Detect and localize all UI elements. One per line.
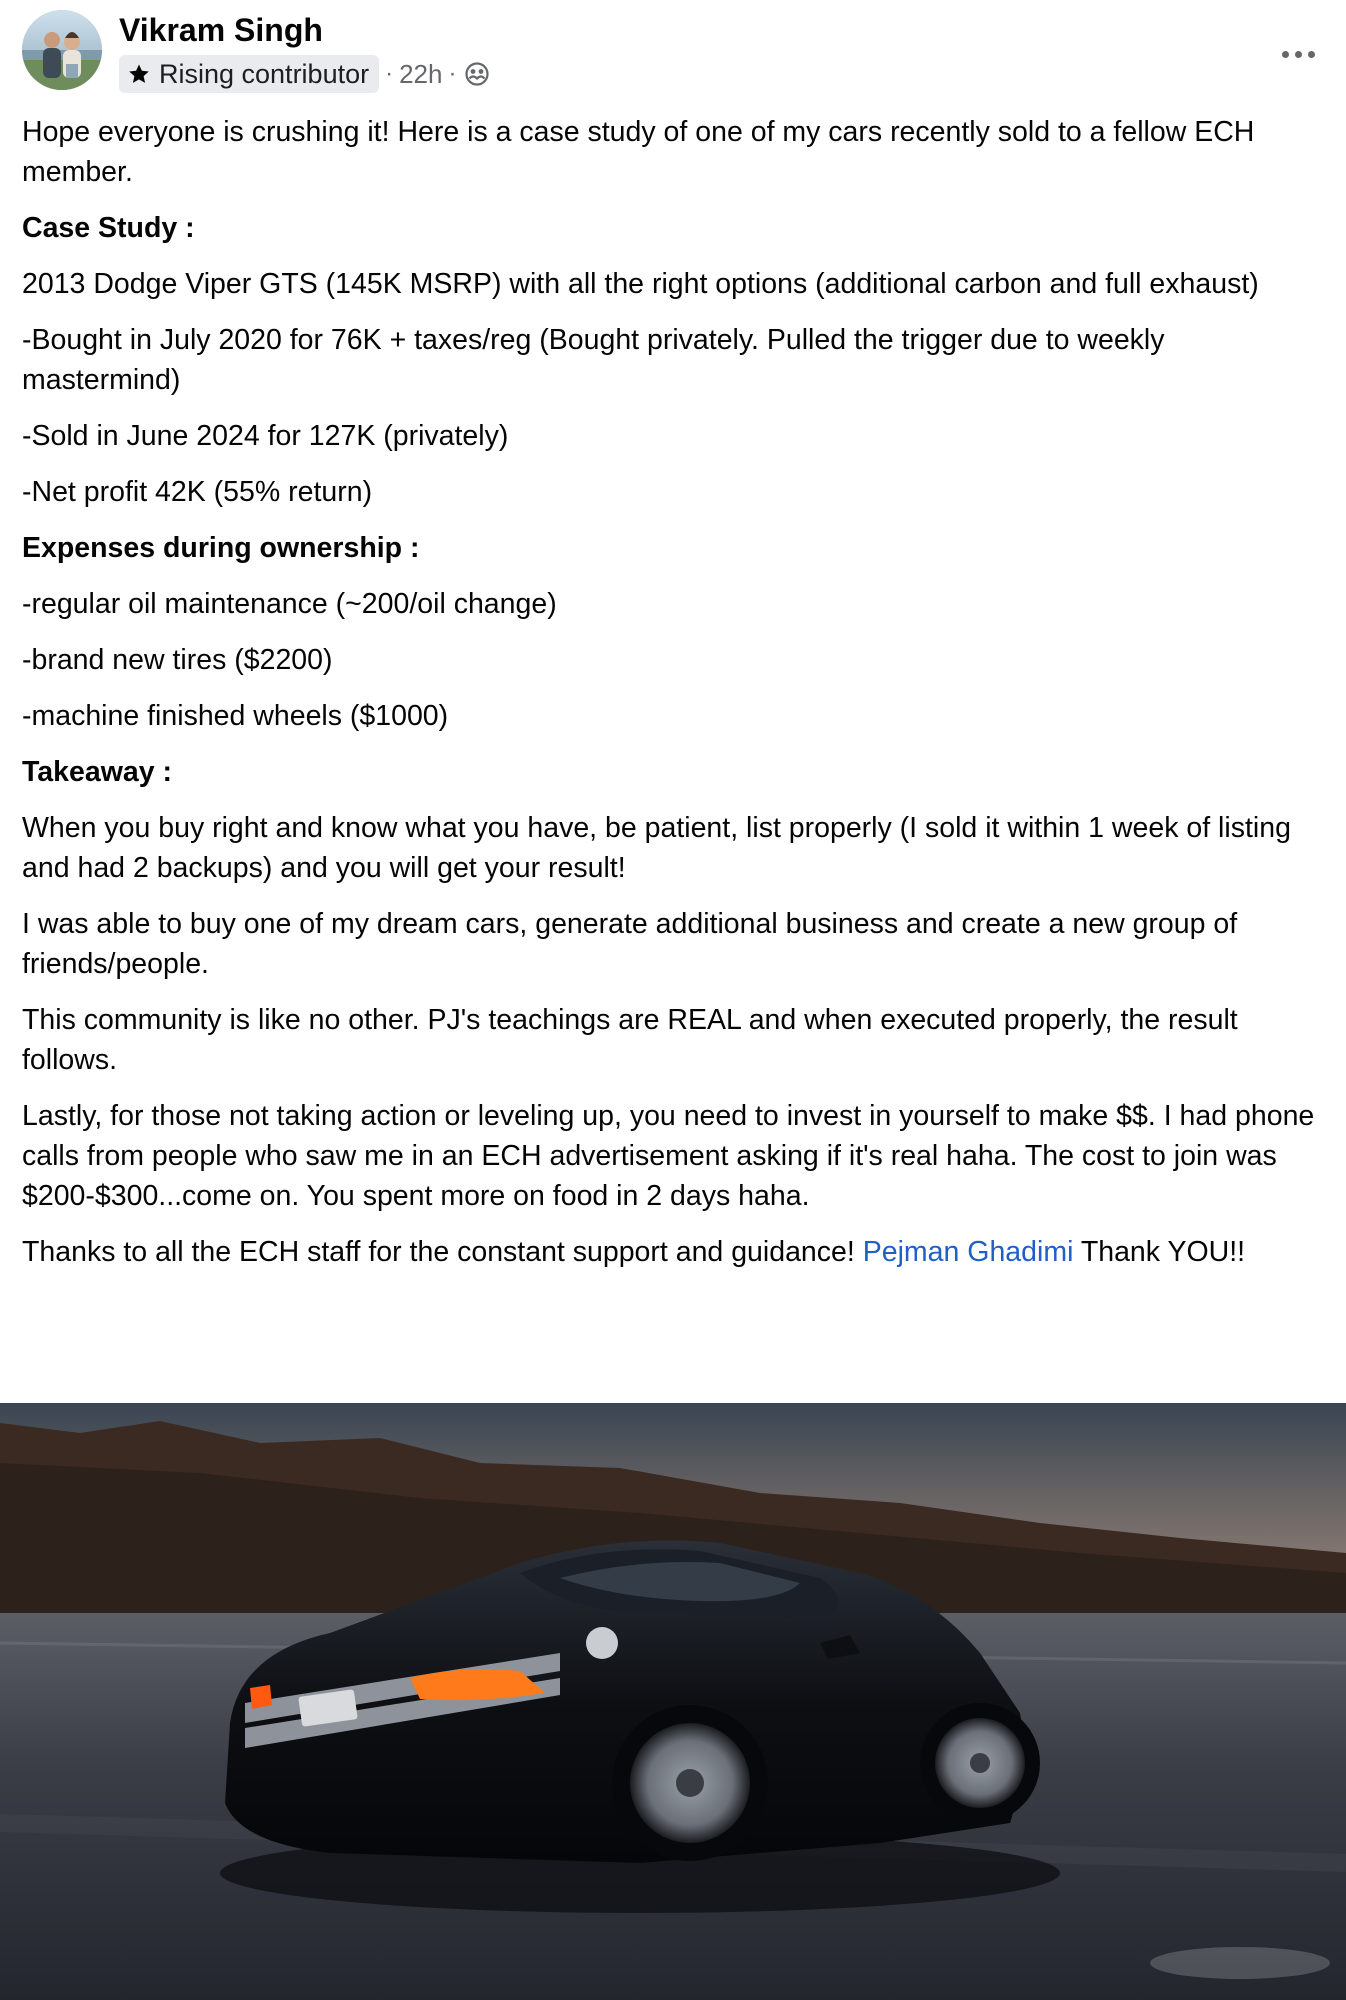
rising-contributor-badge[interactable] <box>119 55 379 93</box>
separator-dot: · <box>385 60 394 87</box>
expenses-heading: Expenses during ownership : <box>22 532 420 564</box>
post-paragraph: -Sold in June 2024 for 127K (privately) <box>22 420 509 452</box>
post-paragraph: -Bought in July 2020 for 76K + taxes/reg (Bought privately. Pulled the trigger due to weekly mastermind) <box>22 324 1165 396</box>
group-members-icon[interactable] <box>464 61 490 87</box>
mention-link[interactable]: Pejman Ghadimi <box>862 1236 1074 1268</box>
post-timestamp[interactable]: 22h <box>399 58 443 89</box>
post-body <box>22 112 1322 1288</box>
thanks-text: Thanks to all the ECH staff for the constant support and guidance! <box>22 1236 863 1268</box>
post-meta <box>119 54 490 94</box>
author-name[interactable]: Vikram Singh <box>119 12 323 48</box>
post-header <box>22 10 1322 100</box>
post-paragraph: -Net profit 42K (55% return) <box>22 476 373 508</box>
post-paragraph: -machine finished wheels ($1000) <box>22 700 449 732</box>
author-avatar[interactable] <box>22 10 102 90</box>
thanks-text-end: Thank YOU!! <box>1073 1236 1246 1268</box>
post-paragraph: -regular oil maintenance (~200/oil change) <box>22 588 557 620</box>
more-options-icon[interactable] <box>1274 30 1322 78</box>
case-study-heading: Case Study : <box>22 212 195 244</box>
post-paragraph: When you buy right and know what you have, be patient, list properly (I sold it within 1 week of listing and had 2 backups) and you will get your result! <box>22 812 1291 884</box>
post-paragraph: 2013 Dodge Viper GTS (145K MSRP) with all the right options (additional carbon and full exhaust) <box>22 268 1259 300</box>
post-photo[interactable] <box>0 1403 1346 2000</box>
post-paragraph: Lastly, for those not taking action or leveling up, you need to invest in yourself to make $$. I had phone calls from people who saw me in an ECH advertisement asking if it's real haha. The cost to join was $200-$300...come on. You spent more on food in 2 days haha. <box>22 1100 1315 1212</box>
post-paragraph: I was able to buy one of my dream cars, generate additional business and create a new group of friends/people. <box>22 908 1238 980</box>
post-paragraph-thanks <box>22 1232 1322 1272</box>
post-paragraph: Hope everyone is crushing it! Here is a case study of one of my cars recently sold to a fellow ECH member. <box>22 116 1255 188</box>
star-icon <box>127 62 151 86</box>
post-paragraph: This community is like no other. PJ's teachings are REAL and when executed properly, the result follows. <box>22 1004 1238 1076</box>
post-paragraph: -brand new tires ($2200) <box>22 644 333 676</box>
takeaway-heading: Takeaway : <box>22 756 172 788</box>
separator-dot: · <box>448 60 457 87</box>
badge-label: Rising contributor <box>159 58 370 89</box>
